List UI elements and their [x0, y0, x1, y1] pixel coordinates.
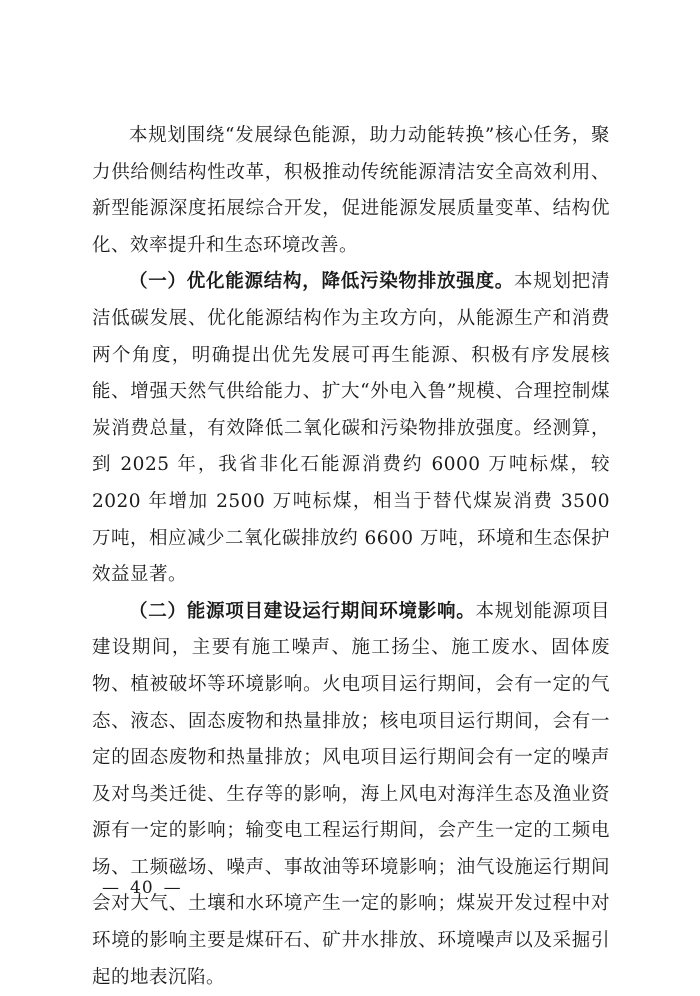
paragraph-section-1 — [92, 264, 610, 593]
page-number — [92, 878, 192, 898]
body-text — [92, 118, 610, 996]
paragraph-section-2 — [92, 594, 610, 996]
section-heading: （二）能源项目建设运行期间环境影响。 — [129, 600, 476, 622]
page-number-value: 40 — [130, 878, 154, 898]
paragraph-text: 本规划围绕“发展绿色能源，助力动能转换”核心任务，聚力供给侧结构性改革，积极推动传统能源清洁安全高效利用、新型能源深度拓展综合开发，促进能源发展质量变革、结构优化、效率提升和生态环境改善。 — [92, 125, 610, 256]
page-number-dash-left: — — [102, 878, 120, 898]
paragraph-intro — [92, 118, 610, 264]
page-number-dash-right: — — [163, 878, 182, 898]
section-heading: （一）优化能源结构，降低污染物排放强度。 — [129, 271, 514, 293]
paragraph-text: 本规划把清洁低碳发展、优化能源结构作为主攻方向，从能源生产和消费两个角度，明确提出优先发展可再生能源、积极有序发展核能、增强天然气供给能力、扩大“外电入鲁”规模、合理控制煤炭消费总量，有效降低二氧化碳和污染物排放强度。经测算，到 2025 年，我省非化石能源消费约 6000 万吨标煤，较 2020 年增加 2500 万吨标煤，相当于替代煤炭消费 3500 万吨，相应减少二氧化碳排放约 6600 万吨，环境和生态保护效益显著。 — [92, 271, 610, 586]
paragraph-text: 本规划能源项目建设期间，主要有施工噪声、施工扬尘、施工废水、固体废物、植被破坏等环境影响。火电项目运行期间，会有一定的气态、液态、固态废物和热量排放；核电项目运行期间，会有一定的固态废物和热量排放；风电项目运行期间会有一定的噪声及对鸟类迁徙、生存等的影响，海上风电对海洋生态及渔业资源有一定的影响；输变电工程运行期间，会产生一定的工频电场、工频磁场、噪声、事故油等环境影响；油气设施运行期间会对大气、土壤和水环境产生一定的影响；煤炭开发过程中对环境的影响主要是煤矸石、矿井水排放、环境噪声以及采掘引起的地表沉陷。 — [92, 600, 610, 988]
